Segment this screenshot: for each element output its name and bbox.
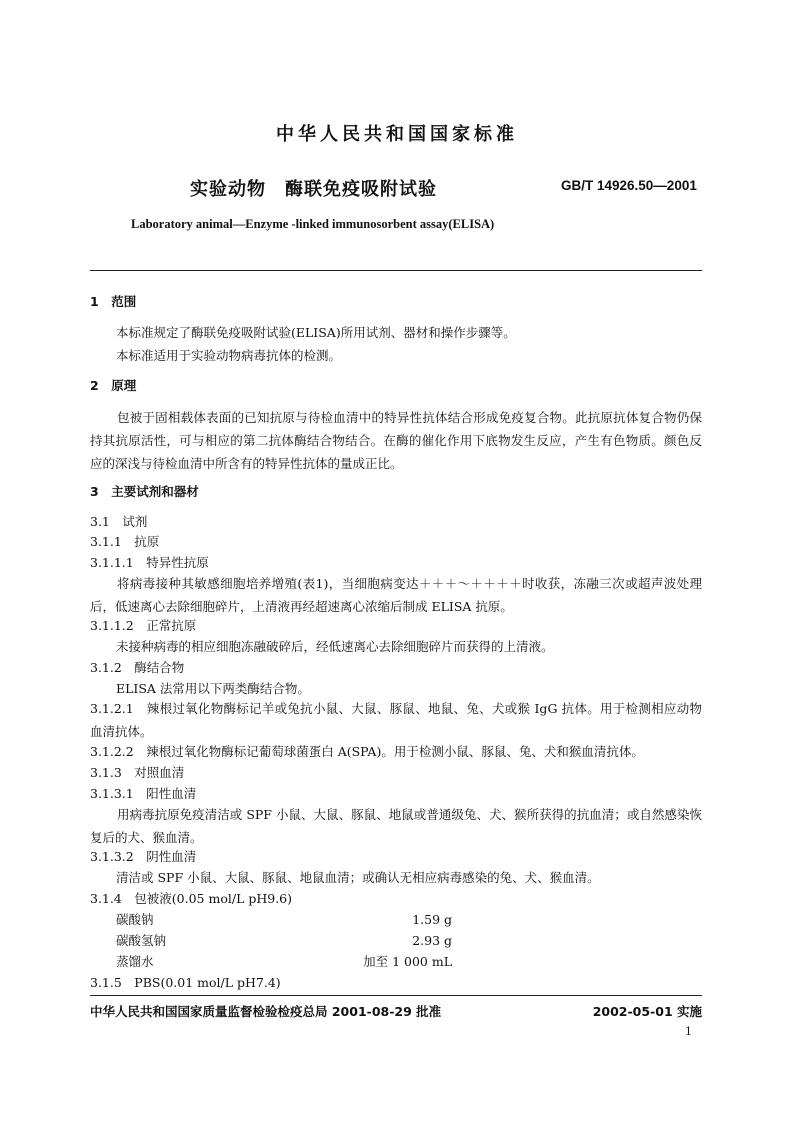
paragraph: 未接种病毒的相应细胞冻融破碎后，经低速离心去除细胞碎片而获得的上清液。 [116,639,554,654]
paragraph: ELISA 法常用以下两类酶结合物。 [116,681,310,696]
approval-statement: 中华人民共和国国家质量监督检验检疫总局 2001-08-29 批准 [90,1004,442,1019]
subsection-heading: 3.1.5 PBS(0.01 mol/L pH7.4) [90,975,281,990]
subsection-heading: 3.1.1.2 正常抗原 [90,618,197,633]
reagent-amount: 加至 1 000 mL [363,954,452,969]
reagent-name: 碳酸氢钠 [116,933,167,948]
subsection-heading: 3.1 试剂 [90,514,148,529]
subsection-heading: 3.1.3 对照血清 [90,765,185,780]
reagent-name: 蒸馏水 [116,954,154,969]
paragraph: 用病毒抗原免疫清洁或 SPF 小鼠、大鼠、豚鼠、地鼠或普通级兔、犬、猴所获得的抗血清；或自然感染恢复后的犬、猴血清。 [90,807,702,845]
subsection-heading: 3.1.2 酶结合物 [90,660,185,675]
effective-date: 2002-05-01 实施 [592,1004,702,1019]
paragraph: 3.1.2.1 辣根过氧化物酶标记羊或兔抗小鼠、大鼠、豚鼠、地鼠、兔、犬或猴 IgG 抗体。用于检测相应动物血清抗体。 [90,701,702,739]
section-heading-principle: 2 原理 [90,378,137,393]
subsection-heading: 3.1.1.1 特异性抗原 [90,555,209,570]
section-heading-scope: 1 范围 [90,294,137,309]
reagent-name: 碳酸钠 [116,912,154,927]
paragraph: 本标准适用于实验动物病毒抗体的检测。 [116,348,342,363]
section-heading-reagents: 3 主要试剂和器材 [90,484,199,499]
english-title: Laboratory animal—Enzyme -linked immunosorbent assay(ELISA) [131,217,495,231]
paragraph: 将病毒接种其敏感细胞培养增殖(表1)，当细胞病变达＋＋＋～＋＋＋＋时收获，冻融三次或超声波处理后，低速离心去除细胞碎片，上清液再经超速离心浓缩后制成 ELISA 抗原。 [90,576,702,614]
standard-title: 中华人民共和国国家标准 [276,124,518,145]
paragraph: 清洁或 SPF 小鼠、大鼠、豚鼠、地鼠血清；或确认无相应病毒感染的兔、犬、猴血清。 [116,870,600,885]
subsection-heading: 3.1.1 抗原 [90,534,160,549]
header-divider [90,270,702,271]
paragraph: 3.1.2.2 辣根过氧化物酶标记葡萄球菌蛋白 A(SPA)。用于检测小鼠、豚鼠、兔、犬和猴血清抗体。 [90,744,644,759]
subsection-heading: 3.1.4 包被液(0.05 mol/L pH9.6) [90,891,293,906]
page-number: 1 [685,1025,692,1038]
footer-divider [90,995,702,996]
subsection-heading: 3.1.3.2 阴性血清 [90,849,197,864]
standard-number: GB/T 14926.50—2001 [561,178,697,193]
reagent-amount: 1.59 g [412,912,452,927]
reagent-amount: 2.93 g [412,933,452,948]
subsection-heading: 3.1.3.1 阳性血清 [90,786,197,801]
paragraph: 本标准规定了酶联免疫吸附试验(ELISA)所用试剂、器材和操作步骤等。 [116,325,516,340]
document-title: 实验动物 酶联免疫吸附试验 [190,179,437,200]
paragraph: 包被于固相载体表面的已知抗原与待检血清中的特异性抗体结合形成免疫复合物。此抗原抗体复合物仍保持其抗原活性，可与相应的第二抗体酶结合物结合。在酶的催化作用下底物发生反应，产生有色物质。颜色反应的深浅与待检血清中所含有的特异性抗体的量成正比。 [90,410,702,471]
